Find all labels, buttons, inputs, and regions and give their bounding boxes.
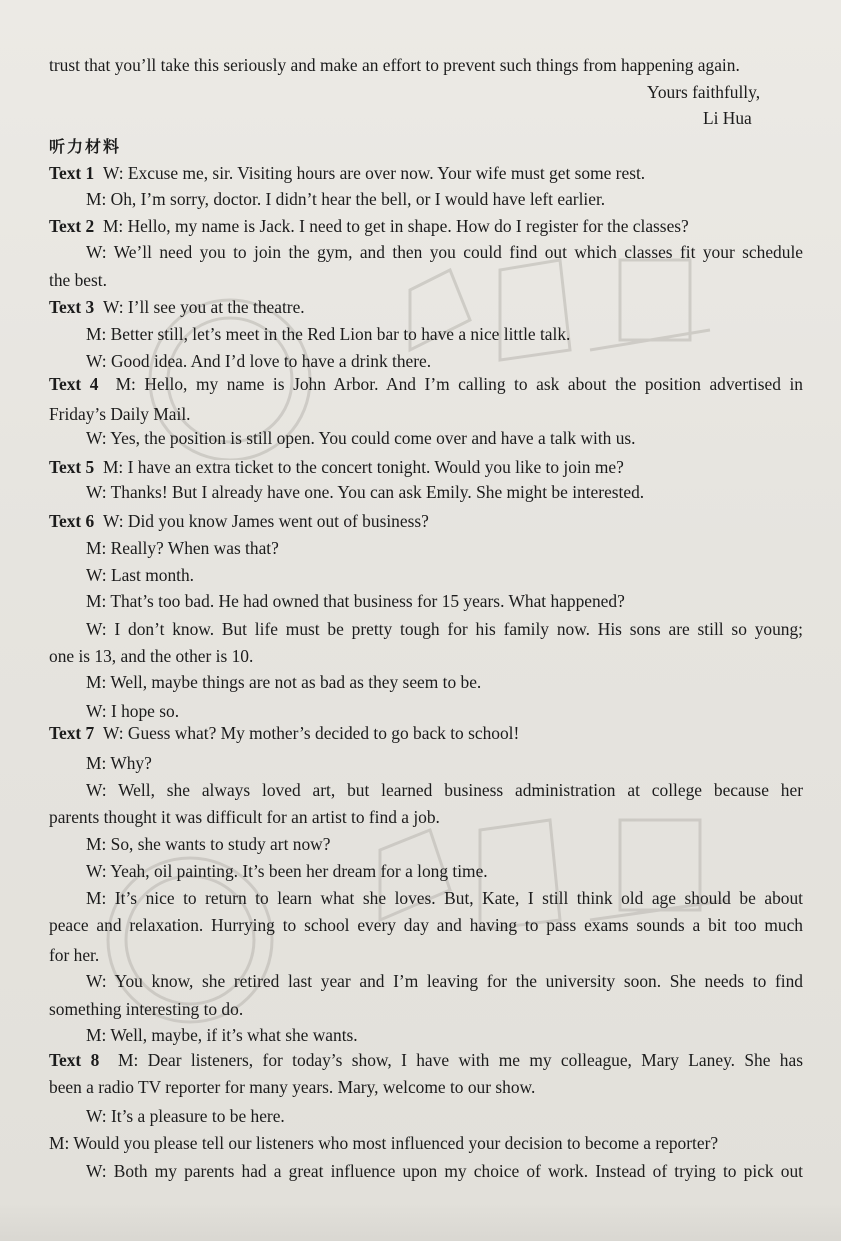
dialogue-text: M: Hello, my name is John Arbor. And I’m calling to ask about the position advertised in: [115, 374, 803, 394]
transcript-line: [86, 564, 194, 586]
text-number-label: Text 6: [49, 511, 95, 531]
dialogue-text: W: Good idea. And I’d love to have a drink there.: [86, 351, 432, 371]
transcript-line: [86, 427, 636, 449]
dialogue-text: been a radio TV reporter for many years. Mary, welcome to our show.: [49, 1077, 536, 1097]
letter-valediction: Yours faithfully,: [647, 82, 761, 102]
transcript-line: [49, 373, 803, 395]
text-number-label: Text 8: [49, 1050, 100, 1070]
transcript-line: [49, 722, 519, 744]
text-number-label: Text 5: [49, 457, 95, 477]
dialogue-text: M: That’s too bad. He had owned that business for 15 years. What happened?: [86, 591, 625, 611]
page-edge-shadow: [0, 1201, 841, 1241]
dialogue-text: the best.: [49, 270, 107, 290]
dialogue-text: W: I don’t know. But life must be pretty tough for his family now. His sons are still so young;: [86, 619, 803, 639]
transcript-line: [49, 998, 243, 1020]
transcript-line: [86, 671, 481, 693]
transcript-line: [49, 510, 429, 532]
letter-closing-line: trust that you’ll take this seriously and make an effort to prevent such things from happening again.: [49, 55, 740, 75]
transcript-line: [49, 269, 107, 291]
dialogue-text: M: I have an extra ticket to the concert tonight. Would you like to join me?: [102, 457, 624, 477]
dialogue-text: W: I hope so.: [86, 701, 180, 721]
section-heading: 听力材料: [49, 137, 122, 156]
dialogue-text: peace and relaxation. Hurrying to school every day and having to pass exams sounds a bit too much: [49, 915, 803, 935]
text-number-label: Text 7: [49, 723, 95, 743]
transcript-line: [49, 806, 440, 828]
transcript-line: [86, 188, 605, 210]
transcript-line: [86, 590, 625, 612]
text-number-label: Text 3: [49, 297, 95, 317]
dialogue-text: M: Dear listeners, for today’s show, I have with me my colleague, Mary Laney. She has: [118, 1050, 803, 1070]
transcript-line: [49, 162, 645, 184]
dialogue-text: W: Did you know James went out of business?: [102, 511, 429, 531]
transcript-line: [86, 241, 803, 263]
dialogue-text: W: Last month.: [86, 565, 195, 585]
dialogue-text: M: Really? When was that?: [86, 538, 279, 558]
dialogue-text: M: Hello, my name is Jack. I need to get in shape. How do I register for the classes?: [102, 216, 689, 236]
transcript-line: [86, 887, 803, 909]
transcript-line: [49, 456, 624, 478]
transcript-line: [86, 618, 803, 640]
dialogue-text: W: Yeah, oil painting. It’s been her dream for a long time.: [86, 861, 488, 881]
transcript-line: [86, 481, 644, 503]
dialogue-text: W: You know, she retired last year and I’m leaving for the university soon. She needs to find: [86, 971, 803, 991]
transcript-line: [86, 779, 803, 801]
dialogue-text: W: It’s a pleasure to be here.: [86, 1106, 285, 1126]
transcript-line: [49, 403, 191, 425]
transcript-line: [86, 1160, 803, 1182]
dialogue-text: W: I’ll see you at the theatre.: [102, 297, 305, 317]
dialogue-text: M: Why?: [86, 753, 152, 773]
transcript-line: [86, 1105, 285, 1127]
transcript-line: [86, 833, 330, 855]
transcript-line: [49, 1076, 535, 1098]
transcript-line: [49, 645, 253, 667]
transcript-line: [86, 700, 179, 722]
dialogue-text: M: It’s nice to return to learn what she loves. But, Kate, I still think old age should be about: [86, 888, 803, 908]
dialogue-text: one is 13, and the other is 10.: [49, 646, 254, 666]
transcript-line: [49, 215, 689, 237]
transcript-line: [86, 970, 803, 992]
dialogue-text: M: So, she wants to study art now?: [86, 834, 331, 854]
dialogue-text: M: Better still, let’s meet in the Red Lion bar to have a nice little talk.: [86, 324, 571, 344]
dialogue-text: M: Well, maybe things are not as bad as they seem to be.: [86, 672, 482, 692]
transcript-line: [86, 752, 152, 774]
transcript-line: [86, 323, 570, 345]
transcript-line: [86, 860, 488, 882]
dialogue-text: W: We’ll need you to join the gym, and then you could find out which classes fit your schedule: [86, 242, 803, 262]
dialogue-text: W: Guess what? My mother’s decided to go back to school!: [102, 723, 520, 743]
transcript-line: [49, 1049, 803, 1071]
watermark-seal-upper: [120, 230, 780, 460]
text-number-label: Text 4: [49, 374, 99, 394]
dialogue-text: W: Excuse me, sir. Visiting hours are over now. Your wife must get some rest.: [102, 163, 646, 183]
transcript-line: [86, 1024, 358, 1046]
transcript-line: [86, 350, 431, 372]
dialogue-text: M: Would you please tell our listeners who most influenced your decision to become a reporter?: [49, 1133, 719, 1153]
transcript-line: [49, 914, 803, 936]
transcript-line: [49, 1132, 718, 1154]
dialogue-text: Friday’s Daily Mail.: [49, 404, 191, 424]
dialogue-text: W: Thanks! But I already have one. You can ask Emily. She might be interested.: [86, 482, 645, 502]
dialogue-text: M: Well, maybe, if it’s what she wants.: [86, 1025, 358, 1045]
text-number-label: Text 2: [49, 216, 95, 236]
letter-signature: Li Hua: [703, 108, 752, 128]
dialogue-text: W: Both my parents had a great influence upon my choice of work. Instead of trying to pick out: [86, 1161, 803, 1181]
text-number-label: Text 1: [49, 163, 95, 183]
transcript-line: [49, 296, 305, 318]
dialogue-text: W: Well, she always loved art, but learned business administration at college because her: [86, 780, 803, 800]
dialogue-text: something interesting to do.: [49, 999, 244, 1019]
dialogue-text: W: Yes, the position is still open. You could come over and have a talk with us.: [86, 428, 636, 448]
dialogue-text: for her.: [49, 945, 100, 965]
dialogue-text: M: Oh, I’m sorry, doctor. I didn’t hear the bell, or I would have left earlier.: [86, 189, 606, 209]
transcript-line: [49, 944, 99, 966]
dialogue-text: parents thought it was difficult for an artist to find a job.: [49, 807, 440, 827]
transcript-line: [86, 537, 279, 559]
